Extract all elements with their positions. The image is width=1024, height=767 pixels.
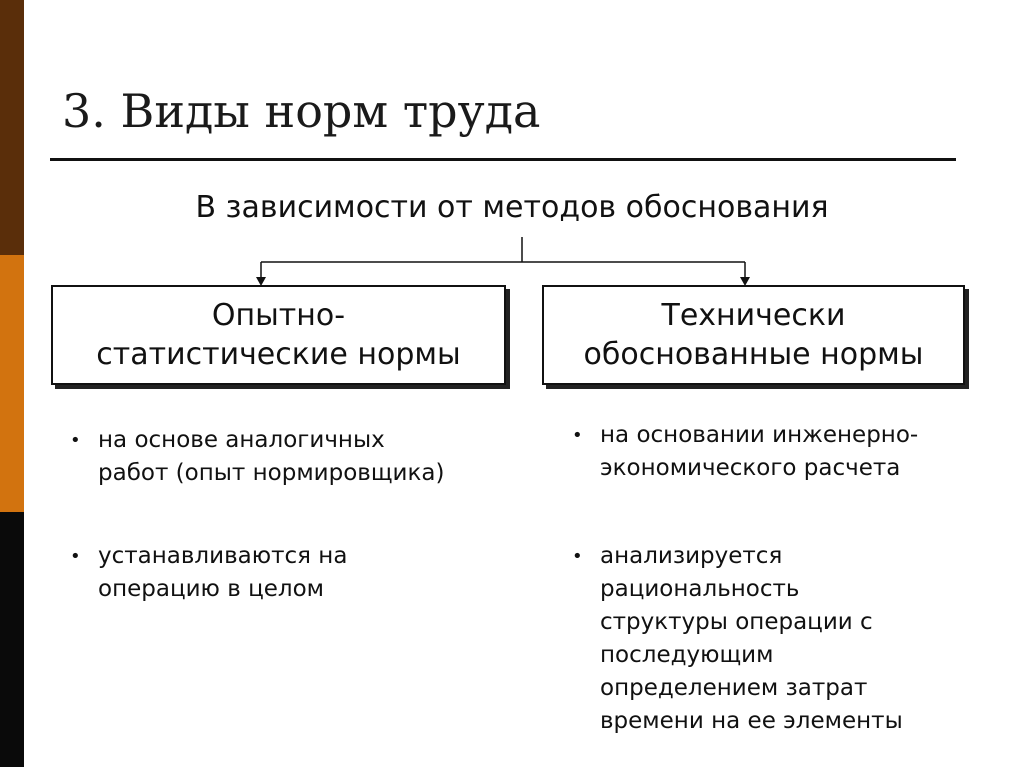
right-bullet-2-text: анализируется рациональность структуры операции с последующим определением затрат времени на ее элементы [600,543,903,734]
bullet-icon: • [572,546,583,567]
left-bullet-1 [70,424,444,490]
left-bullet-1-text: на основе аналогичных работ (опыт нормировщика) [98,427,445,486]
right-bullet-1 [572,419,918,485]
box-right-line2: обоснованные нормы [583,337,924,372]
box-right-line1: Технически [661,298,846,333]
right-bullet-2 [572,540,903,738]
experimental-statistical-norms-box [51,285,506,385]
bullet-icon: • [70,546,81,567]
right-bullet-1-text: на основании инженерно- экономического расчета [600,422,919,481]
slide-title: 3. Виды норм труда [62,84,541,138]
left-bullet-2-text: устанавливаются на операцию в целом [98,543,348,602]
bullet-icon: • [572,425,583,446]
box-left-line1: Опытно- [211,298,346,333]
left-bullet-2 [70,540,347,606]
box-left-line2: статистические нормы [96,337,461,372]
technically-justified-norms-box [542,285,965,385]
bullet-icon: • [70,430,81,451]
classification-header: В зависимости от методов обоснования [195,190,829,225]
